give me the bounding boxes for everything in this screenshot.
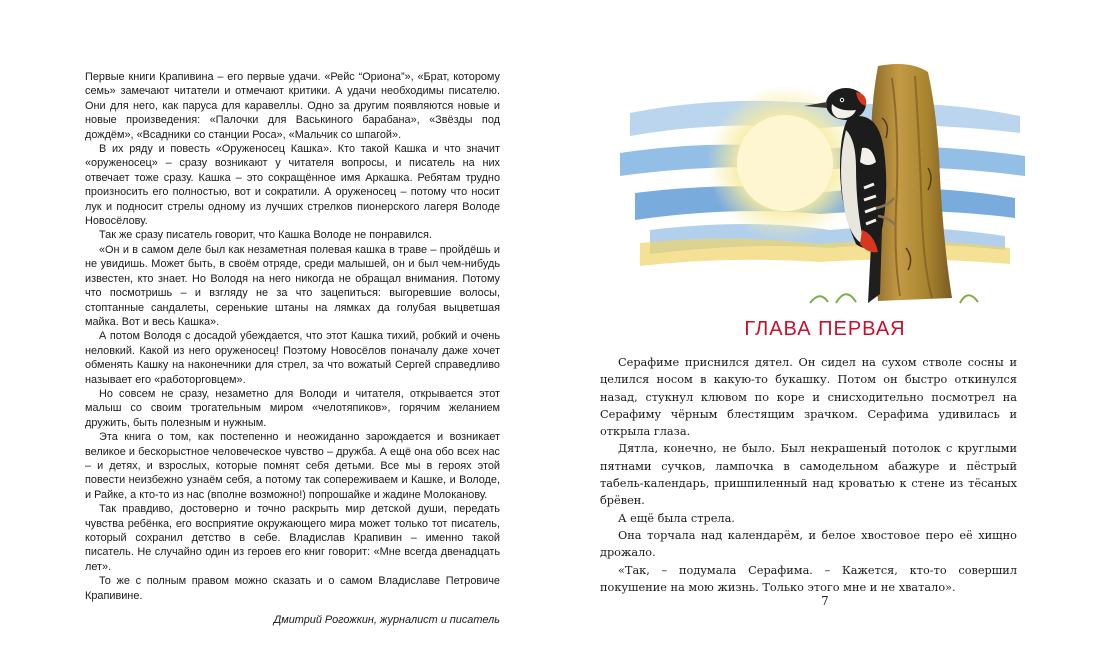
story-paragraph: А ещё была стрела. <box>618 511 735 525</box>
preface-paragraph: «Он и в самом деле был как незаметная полевая кашка в траве – пройдёшь и не увидишь. Может быть, в своём отряде, среди малышей, он и был чем-нибудь известен, кто знает. Но Володя на него никогда не обращал внимания. Потому что посмотришь – и взгляду не за что зацепиться: выгоревшие волосы, стоптанные сандалеты, серенькие штаны на лямках да голубая выцветшая майка. Вот и весь Кашка». <box>85 243 500 328</box>
woodpecker-illustration <box>610 58 1030 308</box>
right-page <box>550 0 1100 663</box>
story-paragraph: «Так, – подумала Серафима. – Кажется, кто-то совершил покушение на мою жизнь. Только этого мне и не хватало». <box>600 563 1017 594</box>
preface-paragraph: Но совсем не сразу, незаметно для Володи и читателя, открывается этот малыш со своим трогательным миром «челотяпиков», горячим желанием дружить, быть полезным и нужным. <box>85 387 500 429</box>
preface-paragraph: То же с полным правом можно сказать и о самом Владиславе Петровиче Крапивине. <box>85 575 500 602</box>
preface-text <box>85 70 500 627</box>
story-paragraph: Дятла, конечно, не было. Был некрашеный потолок с круглыми пятнами сучков, лампочка в самодельном абажуре и пёстрый табель-календарь, пришпиленный над кроватью к стене из тёсаных брёвен. <box>600 442 1017 508</box>
sun-core <box>737 115 833 211</box>
story-paragraph: Серафиме приснился дятел. Он сидел на сухом стволе сосны и целился носом в какую-то букашку. Потом он быстро откинулся назад, стукнул клювом по коре и снисходительно посмотрел на Серафиму чёрным блестящим зрачком. Серафима удивилась и открыла глаза. <box>600 356 1017 439</box>
story-text <box>600 354 1017 596</box>
preface-paragraph: Так правдиво, достоверно и точно раскрыть мир детской души, передать чувства ребёнка, его восприятие окружающего мира может только тот писатель, который сохранил детство в себе. Владислав Крапивин – именно такой писатель. Не случайно один из героев его книг говорит: «Мне всегда двенадцать лет». <box>85 503 500 573</box>
preface-paragraph: Первые книги Крапивина – его первые удачи. «Рейс “Ориона”», «Брат, которому семь» замечают читатели и отмечают критики. А удачи необходимы писателю. Они для него, как паруса для каравеллы. Одно за другим появляются новые и новые произведения: «Палочки для Васькиного барабана», «Звёзды под дождём», «Всадники со станции Роса», «Мальчик со шпагой». <box>85 71 500 141</box>
author-signature: Дмитрий Рогожкин, журналист и писатель <box>273 614 500 627</box>
preface-paragraph: Эта книга о том, как постепенно и неожиданно зарождается и возникает великое и бескорыстное человеческое чувство – дружба. А ещё она обо всех нас – и детях, и взрослых, которые помнят себя детьми. Все мы в героях этой повести неизбежно узнаём себя, а потому так сопереживаем и Кашке, и Володе, и Райке, а кто-то из нас (вполне возможно!) попрошайке и жадине Молоканову. <box>85 431 500 501</box>
chapter-title: ГЛАВА ПЕРВАЯ <box>744 318 906 340</box>
page-number: 7 <box>821 594 829 608</box>
preface-paragraph: Так же сразу писатель говорит, что Кашка Володе не понравился. <box>99 229 432 242</box>
preface-paragraph: А потом Володя с досадой убеждается, что этот Кашка тихий, робкий и очень неловкий. Какой из него оруженосец! Поэтому Новосёлов поначалу даже хочет обменять Кашку на наконечники для стрел, за что вожатый Сергей справедливо называет его «работорговцем». <box>85 330 500 386</box>
story-paragraph: Она торчала над календарём, и белое хвостовое перо её хищно дрожало. <box>600 528 1017 560</box>
preface-paragraph: В их ряду и повесть «Оруженосец Кашка». Кто такой Кашка и что значит «оруженосец» – сразу возникают у читателя вопросы, и писатель на них отвечает тоже сразу. Кашка – это сокращённое имя Аркашка. Ребятам трудно произносить его полностью, вот и сократили. А оруженосец – потому что носит лук и подносит стрелы одному из лучших стрелков пионерского лагеря Володе Новосёлову. <box>85 143 500 228</box>
